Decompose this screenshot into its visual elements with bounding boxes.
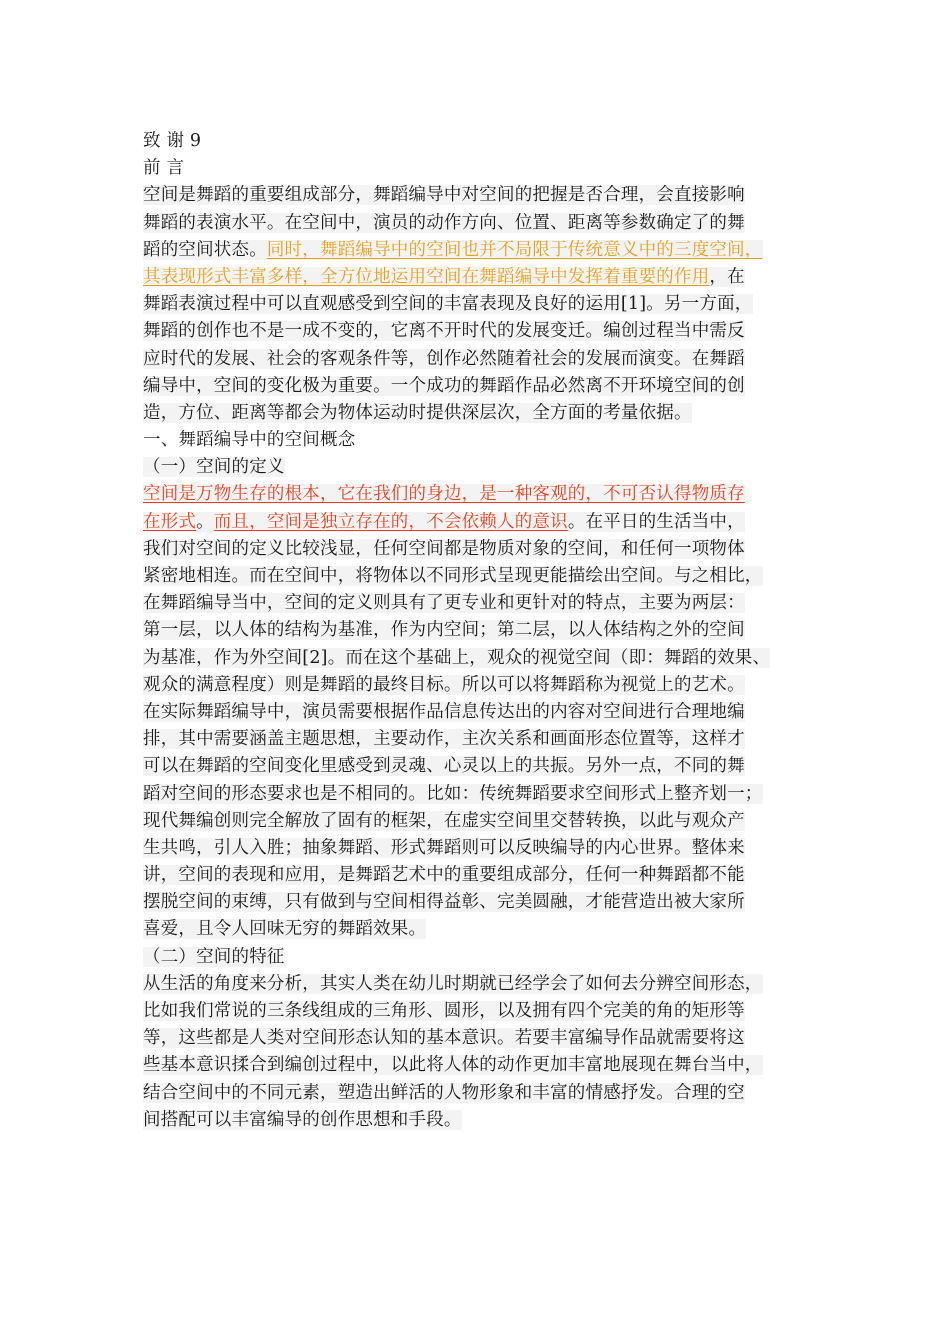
definition-paragraph [143, 481, 823, 943]
paragraph-line: 舞蹈的创作也不是一成不变的，它离不开时代的发展变迁。编创过程当中需反 [143, 321, 745, 342]
paragraph-line: 舞蹈的表演水平。在空间中，演员的动作方向、位置、距离等参数确定了的舞 [143, 212, 745, 233]
paragraph-line: 结合空间中的不同元素，塑造出鲜活的人物形象和丰富的情感抒发。合理的空 [143, 1082, 745, 1103]
paragraph-line: 造，方位、距离等都会为物体运动时提供深层次，全方面的考量依据。 [143, 402, 692, 423]
paragraph-line: 为基准，作为外空间[2]。而在这个基础上，观众的视觉空间（即：舞蹈的效果、 [143, 647, 771, 668]
paragraph-line: 舞蹈表演过程中可以直观感受到空间的丰富表现及良好的运用[1]。另一方面， [143, 294, 753, 315]
paragraph-text: 。 [196, 511, 214, 532]
paragraph-text: 蹈的空间状态。 [143, 239, 267, 260]
paragraph-line: 喜爱，且令人回味无穷的舞蹈效果。 [143, 919, 427, 940]
highlighted-text: 同时，舞蹈编导中的空间也并不局限于传统意义中的三度空间， [266, 239, 763, 260]
paragraph-line: 紧密地相连。而在空间中，将物体以不同形式呈现更能描绘出空间。与之相比， [143, 566, 763, 586]
highlighted-text: 其表现形式丰富多样，全方位地运用空间在舞蹈编导中发挥着重要的作用 [143, 266, 710, 287]
paragraph-line: 应时代的发展、社会的客观条件等，创作必然随着社会的发展而演变。在舞蹈 [143, 348, 745, 369]
paragraph-line: 蹈对空间的形态要求也是不相同的。比如：传统舞蹈要求空间形式上整齐划一； [143, 783, 763, 804]
paragraph-text: ，在 [709, 266, 745, 287]
paragraph-line: 在舞蹈编导当中，空间的定义则具有了更专业和更针对的特点，主要为两层： [143, 593, 745, 614]
paragraph-line: 等，这些都是人类对空间形态认知的基本意识。若要丰富编导作品就需要将这 [143, 1028, 745, 1049]
paragraph-line: 排，其中需要涵盖主题思想，主要动作，主次关系和画面形态位置等，这样才 [143, 729, 745, 750]
paragraph-line: 讲，空间的表现和应用，是舞蹈艺术中的重要组成部分，任何一种舞蹈都不能 [143, 865, 745, 886]
paragraph-line: 从生活的角度来分析，其实人类在幼儿时期就已经学会了如何去分辨空间形态， [143, 973, 763, 994]
toc-acknowledgement: 致 谢 9 [143, 131, 202, 151]
highlighted-text: 空间是万物生存的根本，它在我们的身边，是一种客观的，不可否认得物质存 [143, 484, 745, 505]
preface-paragraph [143, 182, 823, 427]
paragraph-line: 间搭配可以丰富编导的创作思想和手段。 [143, 1109, 462, 1130]
highlighted-text: 而且，空间是独立存在的，不会依赖人的意识 [213, 511, 568, 532]
section-heading: 一、舞蹈编导中的空间概念 [143, 430, 356, 451]
paragraph-line: 在实际舞蹈编导中，演员需要根据作品信息传达出的内容对空间进行合理地编 [143, 701, 745, 722]
paragraph-line: 可以在舞蹈的空间变化里感受到灵魂、心灵以上的共振。另外一点，不同的舞 [143, 756, 745, 777]
characteristics-paragraph [143, 971, 823, 1134]
paragraph-line: 比如我们常说的三条线组成的三角形、圆形，以及拥有四个完美的角的矩形等 [143, 1001, 745, 1021]
paragraph-line: 我们对空间的定义比较浅显，任何空间都是物质对象的空间，和任何一项物体 [143, 538, 745, 559]
subsection-heading: （二）空间的特征 [143, 946, 285, 967]
paragraph-line: 空间是舞蹈的重要组成部分，舞蹈编导中对空间的把握是否合理，会直接影响 [143, 185, 745, 206]
paragraph-line: 现代舞编创则完全解放了固有的框架，在虚实空间里交替转换，以此与观众产 [143, 810, 745, 831]
document-page [143, 128, 823, 1134]
highlighted-text: 在形式 [143, 511, 197, 532]
preface-heading: 前 言 [143, 158, 185, 179]
paragraph-line: 摆脱空间的束缚，只有做到与空间相得益彰、完美圆融，才能营造出被大家所 [143, 892, 745, 913]
paragraph-line: 观众的满意程度）则是舞蹈的最终目标。所以可以将舞蹈称为视觉上的艺术。 [143, 674, 745, 695]
subsection-heading: （一）空间的定义 [143, 457, 285, 478]
paragraph-text: 。在平日的生活当中， [567, 511, 745, 532]
paragraph-line: 第一层，以人体的结构为基准，作为内空间；第二层，以人体结构之外的空间 [143, 620, 745, 641]
paragraph-line: 些基本意识揉合到编创过程中，以此将人体的动作更加丰富地展现在舞台当中， [143, 1055, 763, 1076]
paragraph-line: 编导中，空间的变化极为重要。一个成功的舞蹈作品必然离不开环境空间的创 [143, 375, 745, 396]
paragraph-line: 生共鸣，引人入胜；抽象舞蹈、形式舞蹈则可以反映编导的内心世界。整体来 [143, 837, 745, 858]
